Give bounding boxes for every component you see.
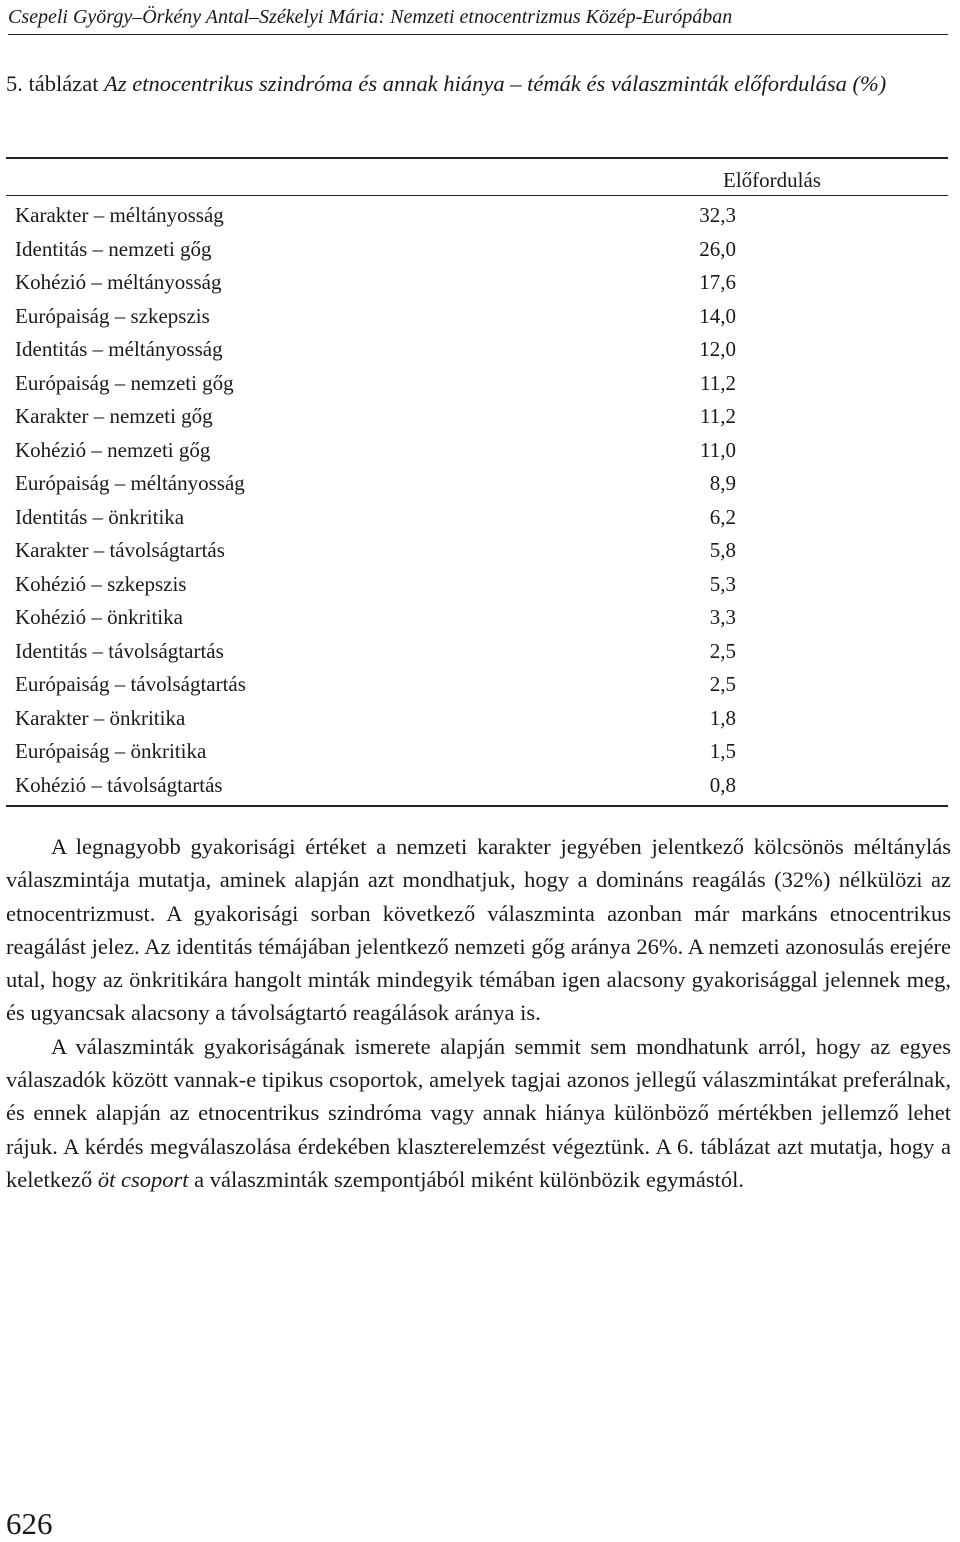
- row-value: 5,8: [709, 538, 736, 562]
- row-label: Kohézió – méltányosság: [15, 270, 222, 294]
- table-row: [6, 600, 948, 634]
- table-row: [6, 667, 948, 701]
- row-label: Európaiság – önkritika: [15, 739, 207, 763]
- row-value: 2,5: [709, 672, 736, 696]
- table-row: [6, 265, 948, 299]
- row-label: Kohézió – önkritika: [15, 605, 183, 629]
- row-value: 12,0: [699, 337, 736, 361]
- table-caption-label: 5. táblázat: [6, 71, 105, 96]
- row-label: Európaiság – nemzeti gőg: [15, 370, 234, 395]
- table-row: [6, 299, 948, 333]
- column-header-frequency: Előfordulás: [723, 168, 821, 192]
- row-label: Karakter – nemzeti gőg: [15, 404, 213, 428]
- row-value: 26,0: [699, 236, 736, 261]
- table-row: [6, 567, 948, 601]
- row-label: Kohézió – távolságtartás: [15, 772, 223, 797]
- row-value: 17,6: [699, 270, 736, 294]
- row-label: Identitás – méltányosság: [15, 337, 223, 361]
- table-caption: [6, 68, 951, 99]
- row-value: 11,0: [700, 437, 736, 462]
- body-text: [6, 830, 951, 1196]
- row-value: 2,5: [709, 638, 736, 663]
- row-label: Európaiság – méltányosság: [15, 471, 245, 495]
- table-body: [6, 196, 948, 805]
- table-caption-title: Az etnocentrikus szindróma és annak hiánya – témák és válaszminták előfordulása (%): [104, 71, 887, 96]
- row-label: Karakter – méltányosság: [15, 203, 224, 227]
- table-header-row: [6, 159, 948, 196]
- table-row: [6, 198, 948, 232]
- frequency-table: [6, 157, 948, 807]
- row-label: Európaiság – távolságtartás: [15, 672, 246, 696]
- running-head: Csepeli György–Örkény Antal–Székelyi Mária: Nemzeti etnocentrizmus Közép-Európában: [8, 2, 948, 35]
- row-label: Identitás – távolságtartás: [15, 638, 224, 663]
- table-row: [6, 366, 948, 400]
- row-value: 3,3: [709, 605, 736, 629]
- page-number: 626: [6, 1506, 53, 1541]
- row-value: 14,0: [699, 303, 736, 328]
- row-value: 8,9: [709, 471, 736, 495]
- paragraph-2: [6, 1030, 951, 1196]
- table-row: [6, 332, 948, 366]
- row-value: 6,2: [709, 504, 736, 529]
- paragraph-2-text-a: A válaszminták gyakoriságának ismerete alapján semmit sem mondhatunk arról, hogy az egyes válaszadók között vannak-e tipikus csoportok, amelyek tagjai azonos jellegű válaszmintákat preferálnak, és ennek alapján az etnocentrikus szindróma vagy annak hiánya különböző mértékben jellemző lehet rájuk. A kérdés megválaszolása érdekében klaszterelemzést végeztünk. A 6. táblázat azt mutatja, hogy a keletkező: [6, 1033, 951, 1192]
- table-row: [6, 701, 948, 735]
- row-label: Karakter – önkritika: [15, 705, 186, 730]
- row-label: Kohézió – nemzeti gőg: [15, 437, 211, 462]
- row-label: Európaiság – szkepszis: [15, 303, 210, 328]
- row-value: 1,5: [709, 739, 736, 763]
- row-value: 11,2: [700, 370, 736, 395]
- paragraph-2-text-b: a válaszminták szempontjából miként különbözik egymástól.: [188, 1166, 744, 1192]
- table-row: [6, 533, 948, 567]
- row-value: 5,3: [709, 571, 736, 596]
- row-label: Kohézió – szkepszis: [15, 571, 187, 596]
- row-value: 11,2: [700, 404, 736, 428]
- row-value: 32,3: [699, 203, 736, 227]
- table-row: [6, 734, 948, 768]
- row-label: Identitás – önkritika: [15, 504, 185, 529]
- table-row: [6, 634, 948, 668]
- table-row: [6, 466, 948, 500]
- table-row: [6, 399, 948, 433]
- table-row: [6, 768, 948, 802]
- row-value: 0,8: [709, 772, 736, 797]
- table-row: [6, 232, 948, 266]
- table-row: [6, 500, 948, 534]
- row-value: 1,8: [709, 705, 736, 730]
- row-label: Karakter – távolságtartás: [15, 538, 225, 562]
- paragraph-2-italic: öt csoport: [97, 1166, 189, 1192]
- row-label: Identitás – nemzeti gőg: [15, 236, 212, 261]
- paragraph-1: A legnagyobb gyakorisági értéket a nemzeti karakter jegyében jelentkező kölcsönös méltánylás válaszmintája mutatja, aminek alapján azt mondhatjuk, hogy a domináns reagálás (32%) nélkülözi az etnocentrizmust. A gyakorisági sorban következő válaszminta azonban már markáns etnocentrikus reagálást jelez. Az identitás témájában jelentkező nemzeti gőg aránya 26%. A nemzeti azonosulás erejére utal, hogy az önkritikára hangolt minták mindegyik témában igen alacsony gyakorisággal jelennek meg, és ugyancsak alacsony a távolságtartó reagálások aránya is.: [6, 834, 951, 1026]
- table-row: [6, 433, 948, 467]
